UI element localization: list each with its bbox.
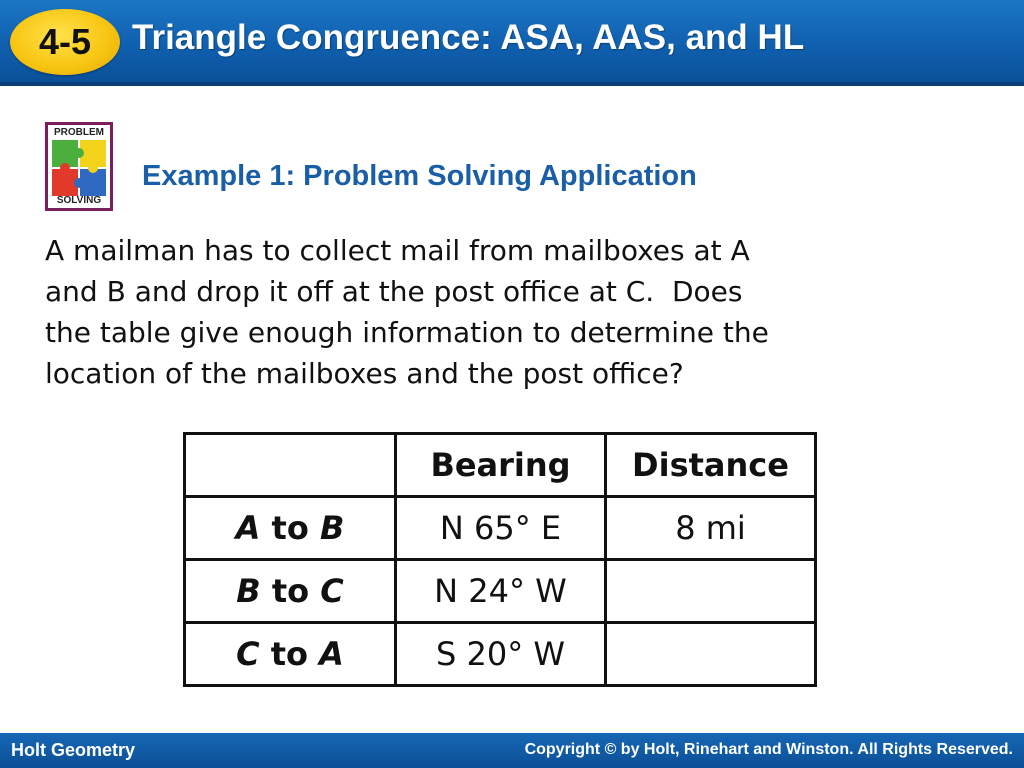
- footer-copyright: Copyright © by Holt, Rinehart and Winston. All Rights Reserved.: [524, 741, 1013, 758]
- problem-statement: [45, 230, 975, 394]
- statement-line: A mailman has to collect mail from mailboxes at A: [45, 234, 750, 267]
- statement-line: the table give enough information to determine the: [45, 316, 769, 349]
- footer-course: Holt Geometry: [11, 740, 136, 760]
- title-bar: [0, 0, 1024, 86]
- table-row: [185, 623, 816, 686]
- distance-header: Distance: [606, 434, 816, 497]
- point-label: A: [235, 509, 261, 547]
- table-header-row: [185, 434, 816, 497]
- solving-label: SOLVING: [56, 195, 102, 206]
- distance-cell: [606, 623, 816, 686]
- point-label: A: [319, 635, 344, 673]
- puzzle-icon: [51, 139, 107, 197]
- segment-label: [185, 623, 396, 686]
- point-label: C: [236, 635, 260, 673]
- point-label: B: [319, 509, 345, 547]
- lesson-number: 4-5: [38, 21, 92, 62]
- connector-word: to: [270, 635, 308, 673]
- distance-cell: 8 mi: [606, 497, 816, 560]
- table-row: [185, 497, 816, 560]
- bearing-cell: N 65° E: [396, 497, 606, 560]
- statement-line: and B and drop it off at the post office at C. Does: [45, 275, 743, 308]
- example-heading: Example 1: Problem Solving Application: [142, 160, 697, 192]
- footer-bar: [0, 733, 1024, 768]
- statement-line: location of the mailboxes and the post office?: [45, 357, 684, 390]
- connector-word: to: [271, 572, 310, 610]
- problem-solving-icon: [45, 122, 113, 211]
- problem-label: PROBLEM: [54, 127, 104, 138]
- table-header-cell: [185, 434, 396, 497]
- bearing-cell: N 24° W: [396, 560, 606, 623]
- distance-cell: [606, 560, 816, 623]
- bearing-distance-table: [183, 432, 817, 687]
- bearing-header: Bearing: [396, 434, 606, 497]
- point-label: B: [236, 572, 261, 610]
- bearing-cell: S 20° W: [396, 623, 606, 686]
- slide-title: Triangle Congruence: ASA, AAS, and HL: [132, 18, 805, 57]
- connector-word: to: [271, 509, 309, 547]
- lesson-badge: [10, 9, 120, 75]
- segment-label: [185, 560, 396, 623]
- point-label: C: [320, 572, 344, 610]
- table-row: [185, 560, 816, 623]
- segment-label: [185, 497, 396, 560]
